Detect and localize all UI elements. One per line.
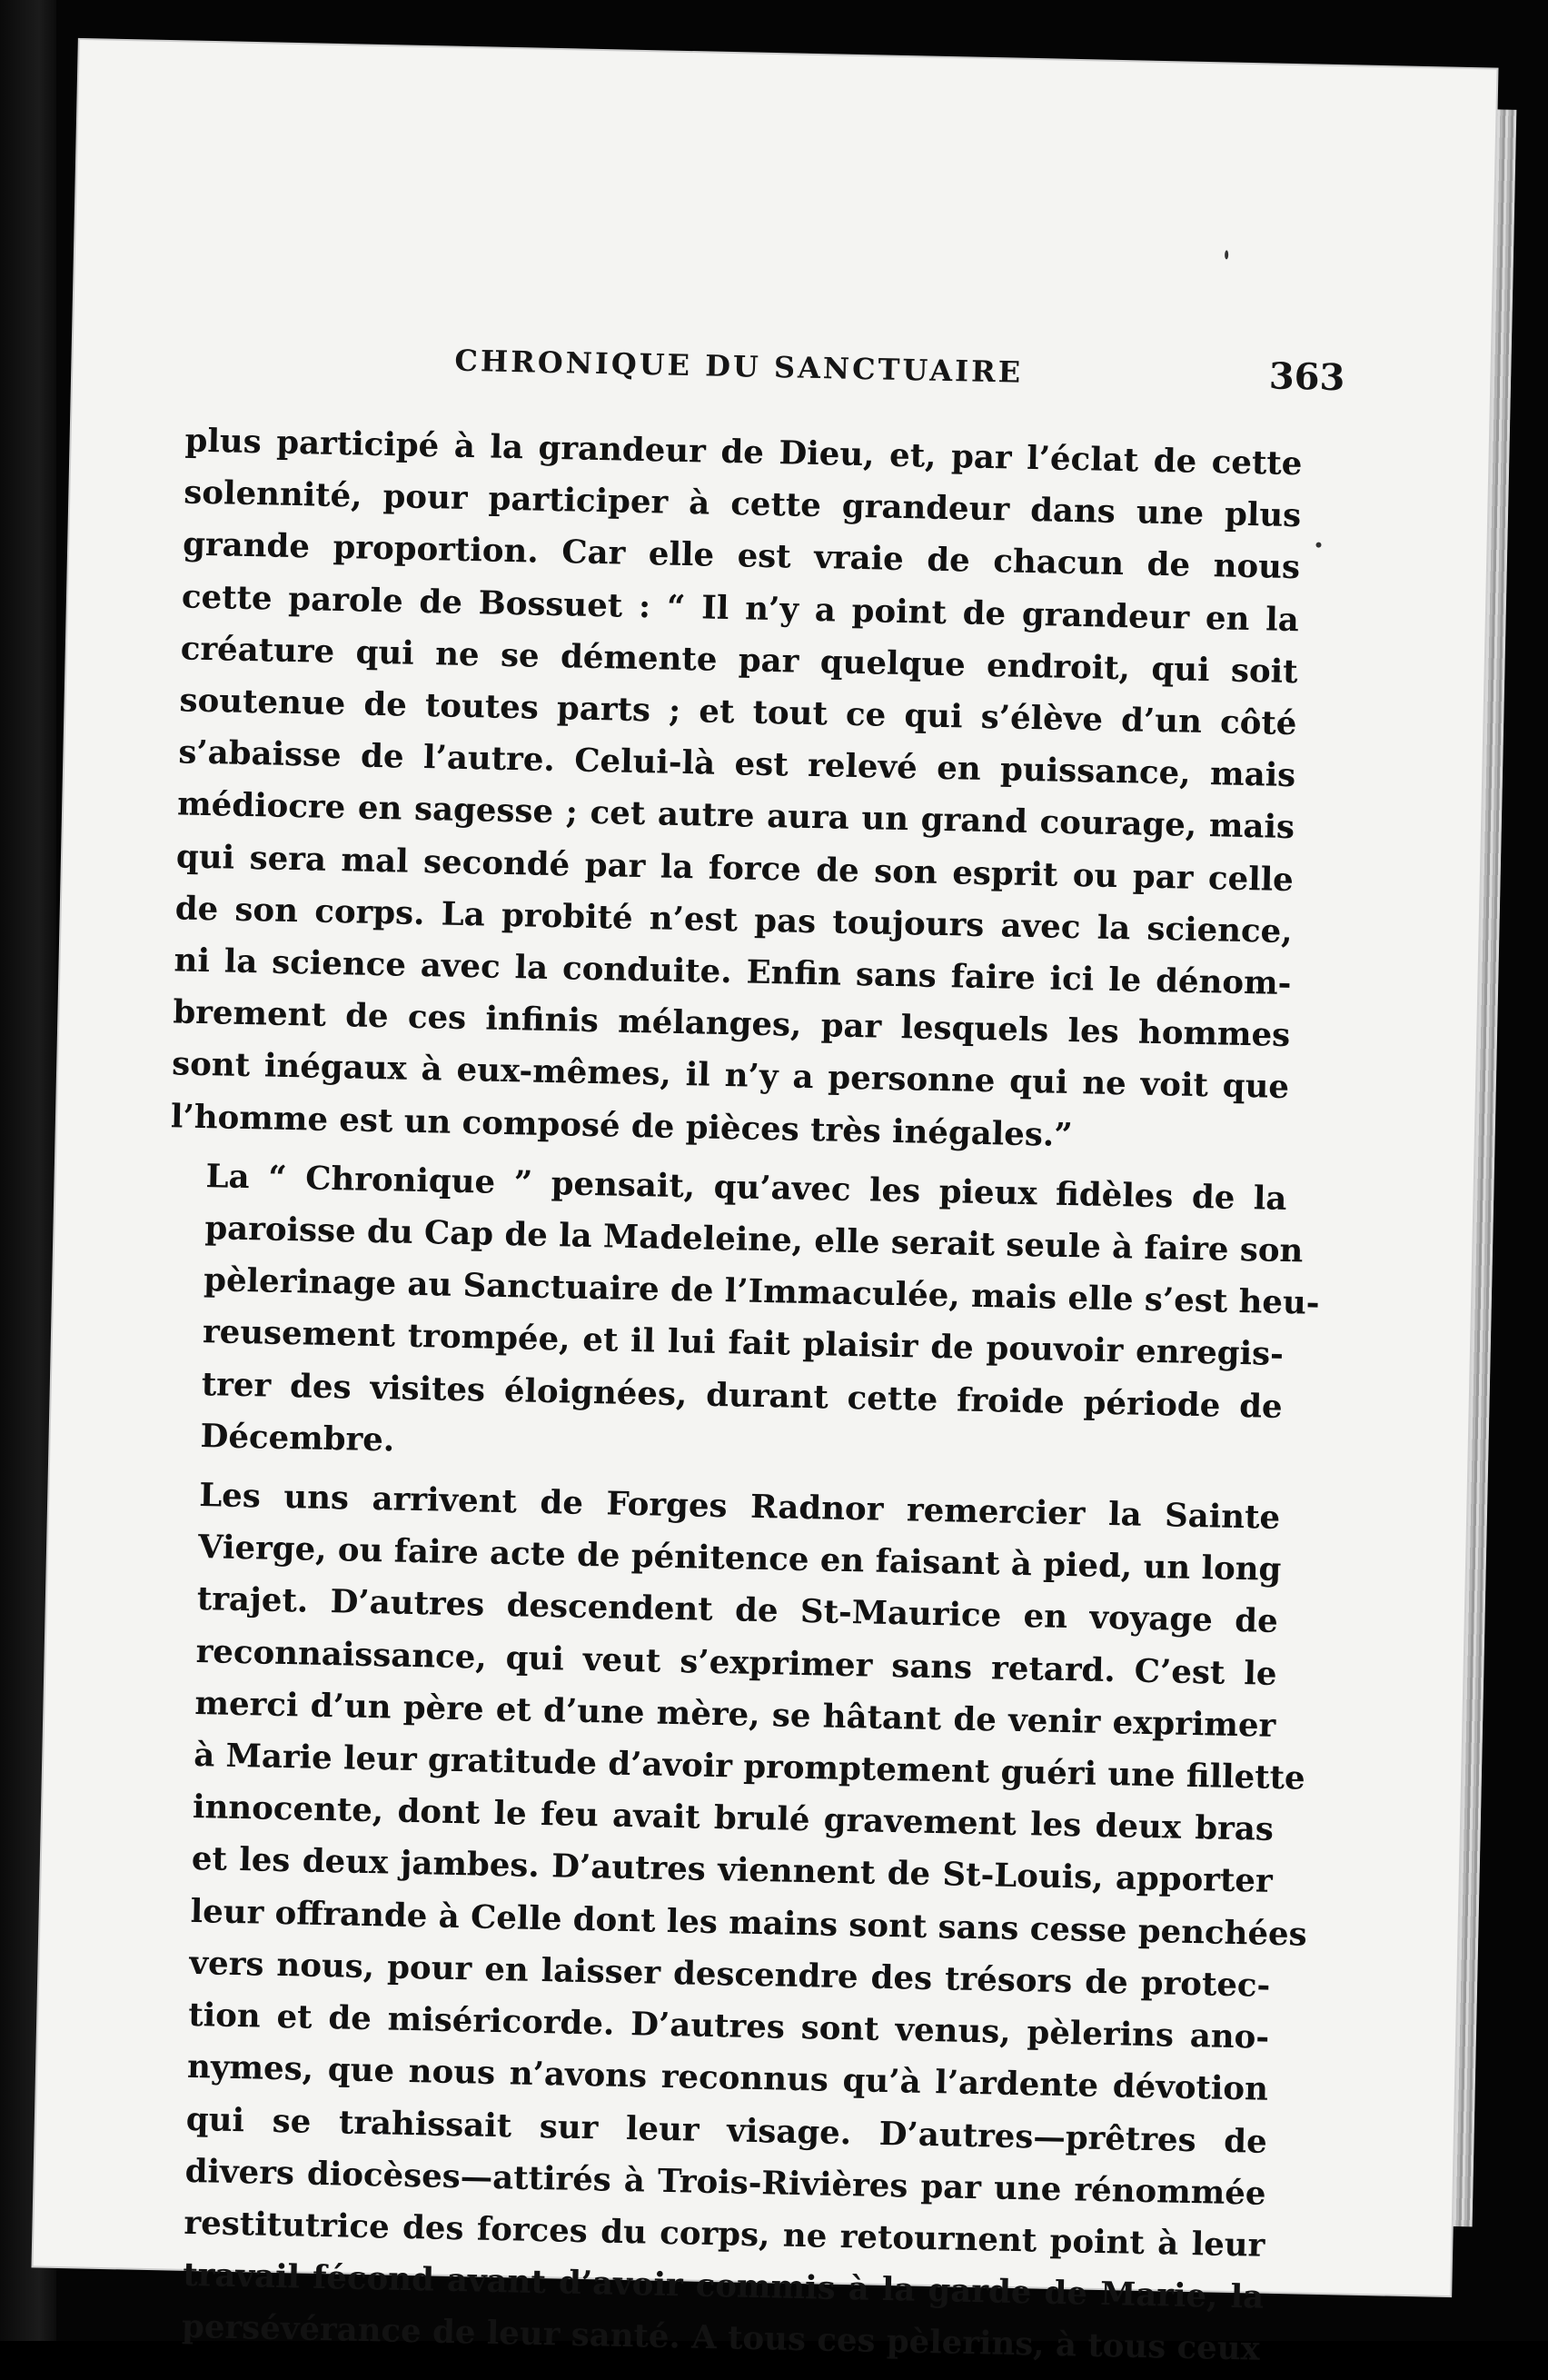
text-line: Vierge, ou faire acte de pénitence en faisant à pied, un long (197, 1529, 1282, 1589)
text-line: reusement trompée, et il lui fait plaisir de pouvoir enregis- (202, 1313, 1285, 1374)
text-line: qui se trahissait sur leur visage. D’autres—prêtres de (185, 2100, 1268, 2161)
text-line: Décembre. (200, 1417, 395, 1459)
text-line: sont inégaux à eux-mêmes, il n’y a personne qui ne voit que (171, 1045, 1290, 1107)
text-line: grande proportion. Car elle est vraie de chacun de nous (182, 525, 1301, 587)
book-page (34, 40, 1497, 2369)
text-line: trer des visites éloignées, durant cette froide période de (201, 1365, 1284, 1426)
text-line: soutenue de toutes parts ; et tout ce qui s’élève d’un côté (179, 682, 1297, 743)
margin-speck (1315, 543, 1321, 548)
page-number: 363 (1268, 354, 1345, 400)
text-line: travail fécond avant d’avoir commis à la garde de Marie, la (182, 2256, 1265, 2316)
text-line: solennité, pour participer à cette grandeur dans une plus (183, 473, 1302, 535)
text-line: vers nous, pour en laisser descendre des trésors de protec- (189, 1944, 1271, 2005)
text-line: plus participé à la grandeur de Dieu, et, par l’éclat de cette (184, 422, 1303, 483)
text-line: paroisse du Cap de la Madeleine, elle serait seule à faire son (204, 1210, 1304, 1270)
text-line: trajet. D’autres descendent de St-Maurice en voyage de (196, 1580, 1279, 1641)
text-line: tion et de miséricorde. D’autres sont venus, pèlerins ano- (187, 1997, 1270, 2056)
text-line: de son corps. La probité n’est pas toujours avec la science, (174, 890, 1293, 951)
text-line: pèlerinage au Sanctuaire de l’Immaculée, mais elle s’est heu- (203, 1261, 1320, 1323)
text-line: l’homme est un composé de pièces très inégales.” (170, 1097, 1074, 1154)
text-line: persévérance de leur santé. A tous ces pèlerins, à tous ceux (181, 2308, 1261, 2369)
margin-speck (1225, 250, 1228, 259)
text-line: leur offrande à Celle dont les mains sont sans cesse penchées (190, 1892, 1308, 1954)
text-line: reconnaissance, qui veut s’exprimer sans retard. C’est le (195, 1632, 1277, 1693)
text-line: et les deux jambes. D’autres viennent de St-Louis, apporter (191, 1840, 1274, 1901)
body-text (145, 414, 1320, 2375)
text-line: à Marie leur gratitude d’avoir promptement guéri une fillette (193, 1737, 1306, 1797)
text-line: ni la science avec la conduite. Enfin sans faire ici le dénom- (174, 941, 1292, 1003)
paragraph (164, 1150, 1320, 1485)
text-line: s’abaisse de l’autre. Celui-là est relevé en puissance, mais (177, 733, 1296, 795)
text-line: cette parole de Bossuet : “ Il n’y a point de grandeur en la (181, 578, 1300, 639)
text-line: restitutrice des forces du corps, ne retournent point à leur (184, 2204, 1265, 2265)
page-header (454, 344, 1345, 417)
running-head: CHRONIQUE DU SANCTUAIRE (454, 343, 1024, 390)
text-line: créature qui ne se démente par quelque endroit, qui soit (180, 630, 1298, 691)
paragraph (145, 1469, 1308, 2375)
text-line: médiocre en sagesse ; cet autre aura un grand courage, mais (176, 785, 1295, 847)
text-line: Les uns arrivent de Forges Radnor remercier la Sainte (198, 1477, 1281, 1538)
text-line: innocente, dont le feu avait brulé gravement les deux bras (192, 1788, 1275, 1849)
text-line: qui sera mal secondé par la force de son esprit ou par celle (175, 837, 1295, 899)
text-line: divers diocèses—attirés à Trois-Rivières par une rénommée (184, 2152, 1266, 2213)
text-line: La “ Chronique ” pensait, qu’avec les pieux fidèles de la (205, 1157, 1287, 1218)
text-line: brement de ces infinis mélanges, par lesquels les hommes (173, 993, 1291, 1055)
text-line: merci d’un père et d’une mère, se hâtant de venir exprimer (194, 1684, 1276, 1745)
text-line: nymes, que nous n’avons reconnus qu’à l’ardente dévotion (186, 2048, 1269, 2109)
paragraph (170, 414, 1303, 1165)
